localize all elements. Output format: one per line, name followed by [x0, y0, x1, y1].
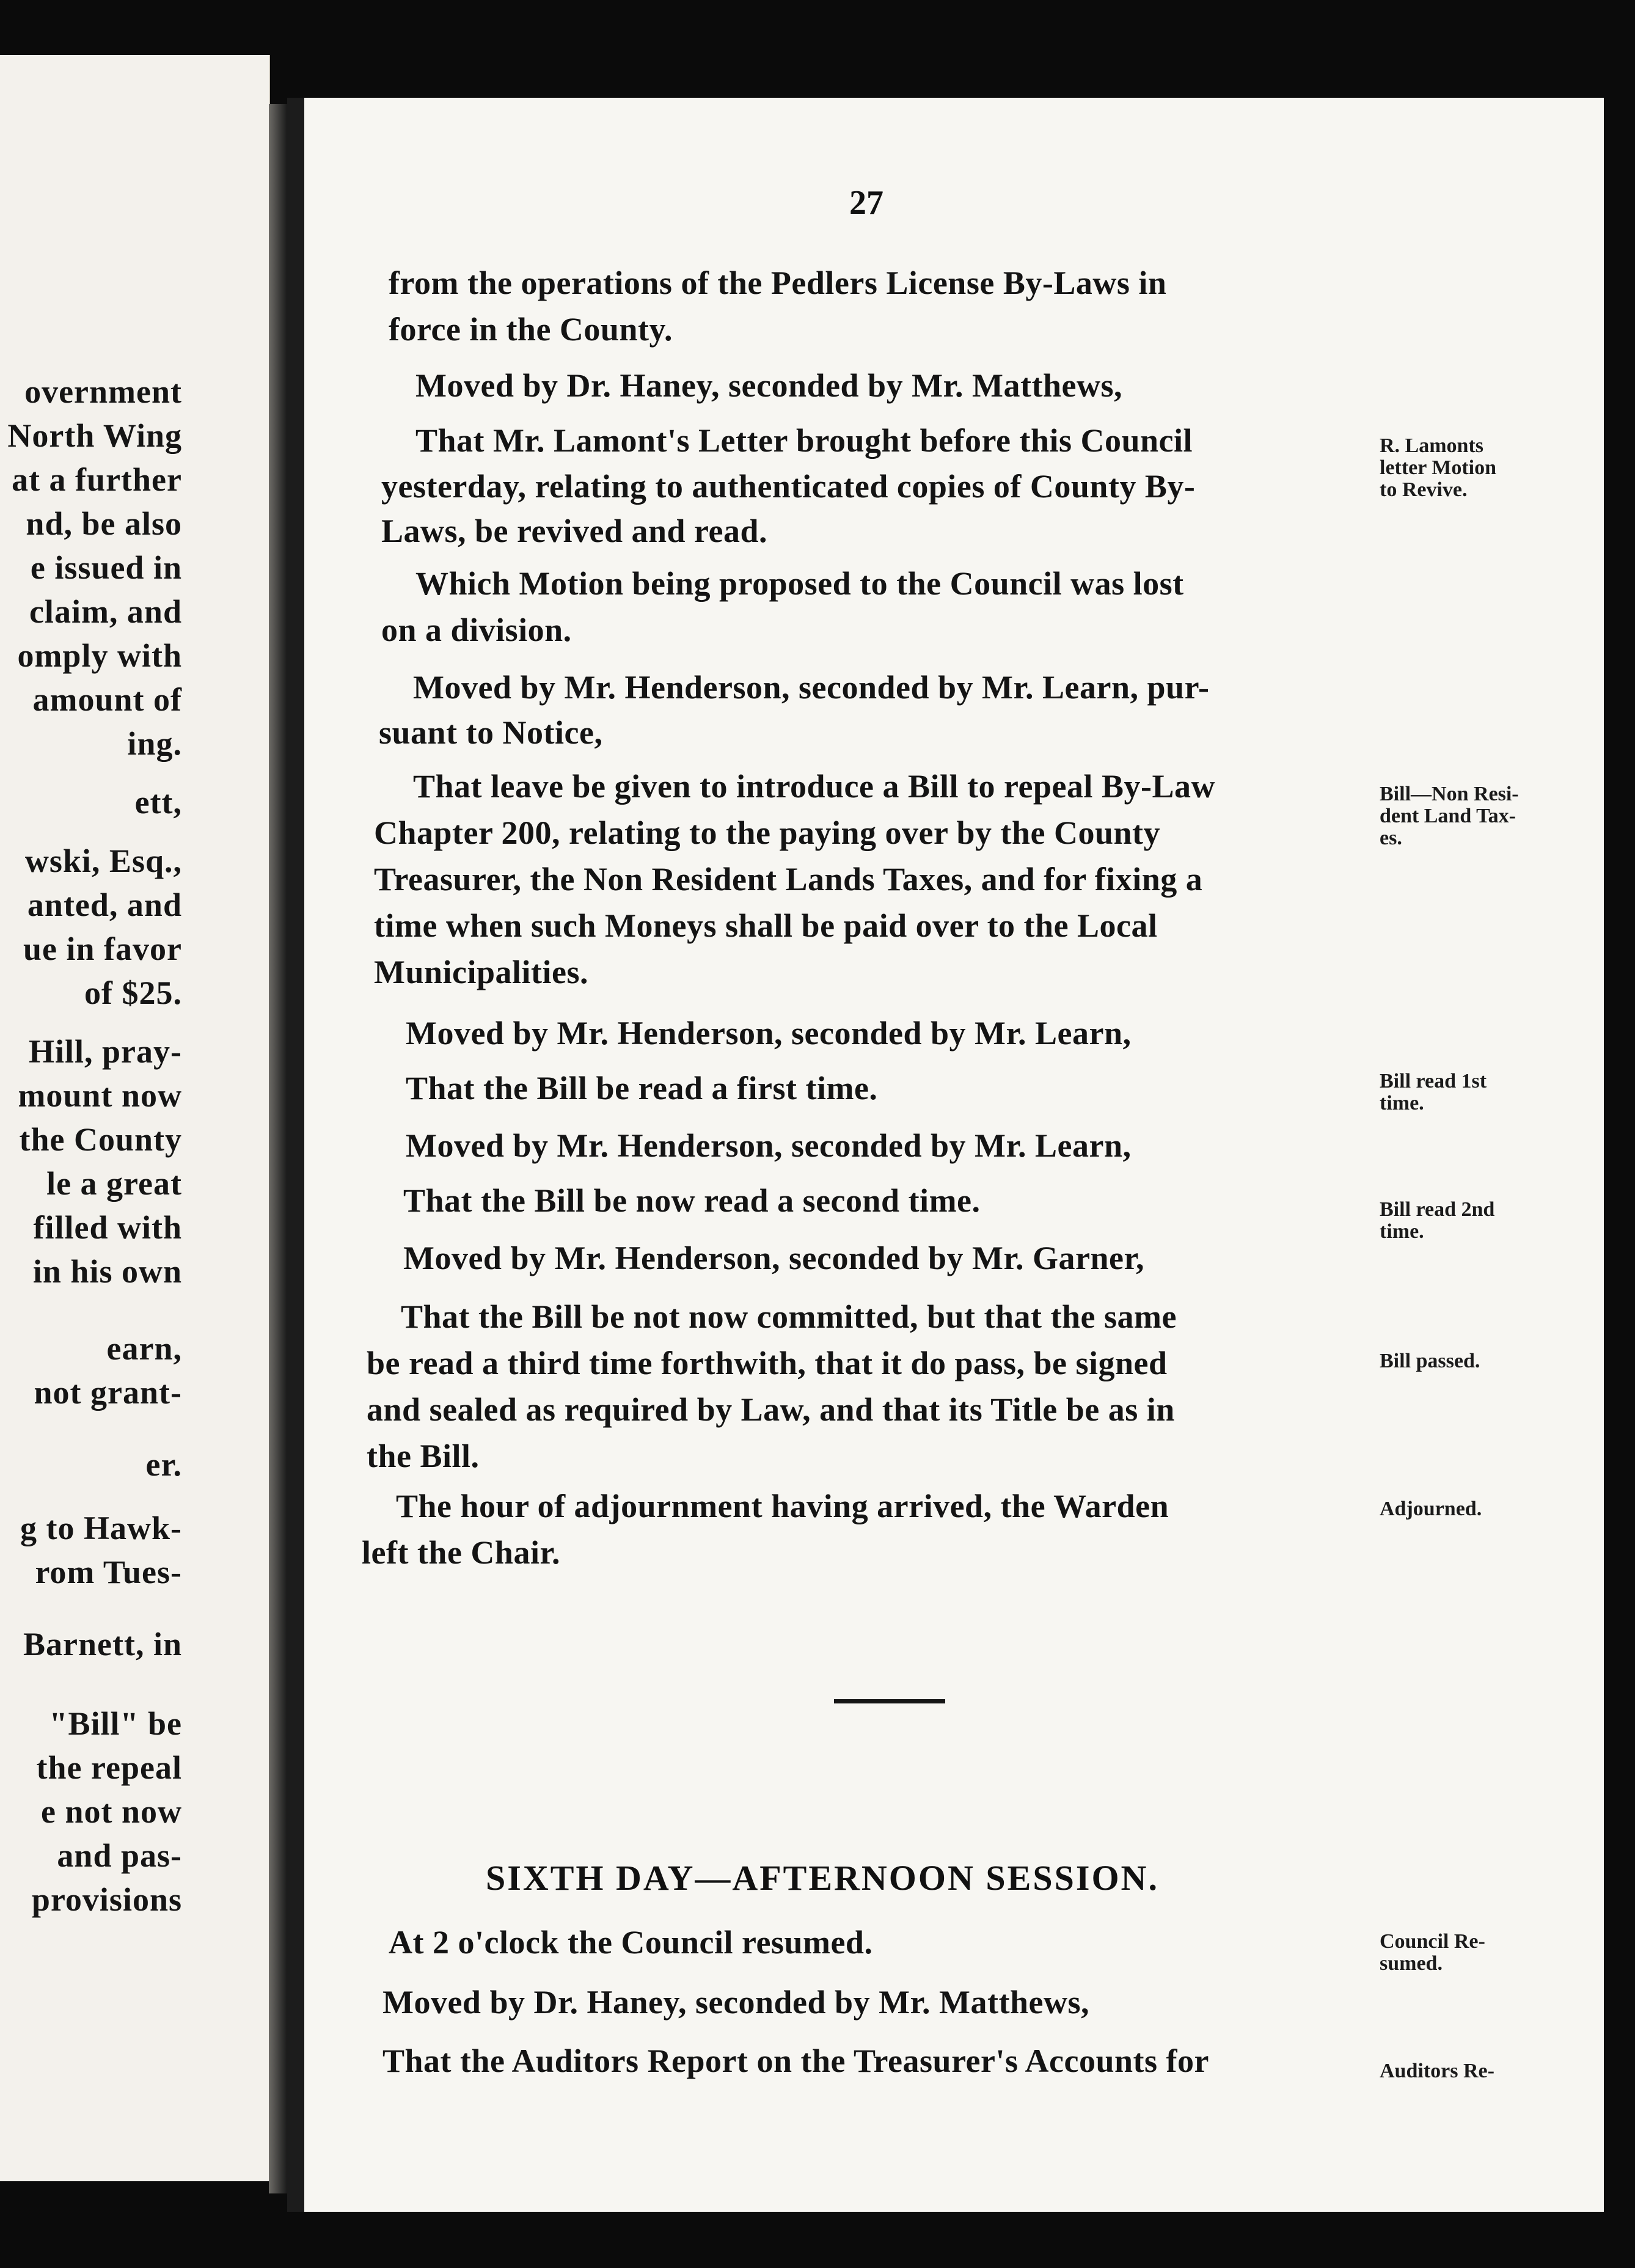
section-heading: SIXTH DAY—AFTERNOON SESSION. [486, 1858, 1159, 1898]
text-line: yesterday, relating to authenticated copies of County By- [381, 468, 1196, 505]
text-line: Moved by Mr. Henderson, seconded by Mr. Learn, pur- [413, 669, 1210, 706]
margin-note: Bill read 2nd time. [1380, 1198, 1495, 1243]
text-line: That the Bill be now read a second time. [403, 1182, 981, 1219]
left-page-line: ue in favor [23, 931, 182, 967]
left-page-line: e not now [40, 1793, 182, 1830]
text-line: time when such Moneys shall be paid over to the Local [374, 907, 1158, 944]
text-line: Municipalities. [374, 954, 589, 990]
text-line: on a division. [381, 612, 572, 648]
text-line: and sealed as required by Law, and that its Title be as in [367, 1391, 1175, 1428]
left-page-line: wski, Esq., [24, 843, 182, 879]
margin-note: Council Re- sumed. [1380, 1930, 1485, 1975]
left-page-line: amount of [32, 681, 182, 718]
book-gutter [269, 104, 287, 2193]
left-page-line: anted, and [27, 887, 182, 923]
text-line: be read a third time forthwith, that it do pass, be signed [367, 1345, 1168, 1381]
text-line: Laws, be revived and read. [381, 513, 768, 549]
text-line: That the Bill be read a first time. [406, 1070, 878, 1107]
text-line: Which Motion being proposed to the Council was lost [415, 565, 1184, 602]
left-page-line: overnment [24, 373, 182, 410]
text-line: That Mr. Lamont's Letter brought before this Council [415, 422, 1193, 459]
text-line: left the Chair. [362, 1534, 560, 1571]
left-page-line: the repeal [36, 1749, 182, 1786]
left-page-line: provisions [31, 1881, 182, 1918]
text-line: Moved by Dr. Haney, seconded by Mr. Matthews, [382, 1984, 1090, 2021]
text-line: That the Bill be not now committed, but that the same [401, 1298, 1177, 1335]
margin-note: Auditors Re- [1380, 2060, 1494, 2082]
text-line: Moved by Mr. Henderson, seconded by Mr. Learn, [406, 1015, 1132, 1052]
text-line: That leave be given to introduce a Bill to repeal By-Law [413, 768, 1215, 805]
page-edge-shadow [287, 98, 304, 2212]
left-page-line: ing. [127, 725, 182, 762]
left-page-line: filled with [33, 1209, 182, 1246]
left-page-line: the County [19, 1121, 182, 1158]
margin-note: Adjourned. [1380, 1498, 1482, 1520]
margin-note: Bill read 1st time. [1380, 1070, 1487, 1114]
margin-note: Bill passed. [1380, 1350, 1480, 1372]
left-page-line: "Bill" be [49, 1705, 182, 1742]
text-line: Moved by Mr. Henderson, seconded by Mr. Garner, [403, 1240, 1145, 1276]
left-page-line: g to Hawk- [20, 1510, 182, 1546]
left-page-line: and pas- [57, 1837, 182, 1874]
text-line: the Bill. [367, 1438, 480, 1474]
left-page-line: nd, be also [26, 505, 182, 542]
left-page-line: ett, [134, 784, 182, 821]
section-divider [834, 1699, 945, 1703]
text-line: Moved by Mr. Henderson, seconded by Mr. Learn, [406, 1127, 1132, 1164]
text-line: Moved by Dr. Haney, seconded by Mr. Matthews, [415, 367, 1123, 404]
text-line: suant to Notice, [379, 714, 603, 751]
text-line: force in the County. [389, 311, 673, 348]
left-page-line: er. [145, 1446, 182, 1483]
left-page-line: le a great [46, 1165, 182, 1202]
left-page-line: omply with [17, 637, 182, 674]
text-line: Treasurer, the Non Resident Lands Taxes, and for fixing a [374, 861, 1203, 898]
left-page-line: Barnett, in [23, 1626, 182, 1663]
left-page-line: not grant- [34, 1374, 182, 1411]
text-line: from the operations of the Pedlers License By-Laws in [389, 265, 1167, 301]
left-page-line: mount now [18, 1077, 182, 1114]
left-page-line: rom Tues- [35, 1554, 182, 1590]
left-page-line: Hill, pray- [29, 1033, 182, 1070]
left-page-line: earn, [106, 1330, 182, 1367]
left-page-line: of $25. [84, 975, 182, 1011]
left-page-line: at a further [12, 461, 182, 498]
text-line: The hour of adjournment having arrived, the Warden [396, 1488, 1169, 1524]
left-page-line: claim, and [29, 593, 182, 630]
left-page-line: e issued in [30, 549, 182, 586]
text-line: Chapter 200, relating to the paying over by the County [374, 814, 1161, 851]
page-number: 27 [849, 184, 883, 222]
left-page-line: North Wing [7, 417, 182, 454]
left-page-line: in his own [32, 1253, 182, 1290]
margin-note: Bill—Non Resi- dent Land Tax- es. [1380, 783, 1519, 849]
margin-note: R. Lamonts letter Motion to Revive. [1380, 434, 1497, 501]
text-line: At 2 o'clock the Council resumed. [389, 1924, 873, 1961]
text-line: That the Auditors Report on the Treasurer's Accounts for [382, 2043, 1209, 2079]
previous-page-fragment [0, 55, 270, 2181]
